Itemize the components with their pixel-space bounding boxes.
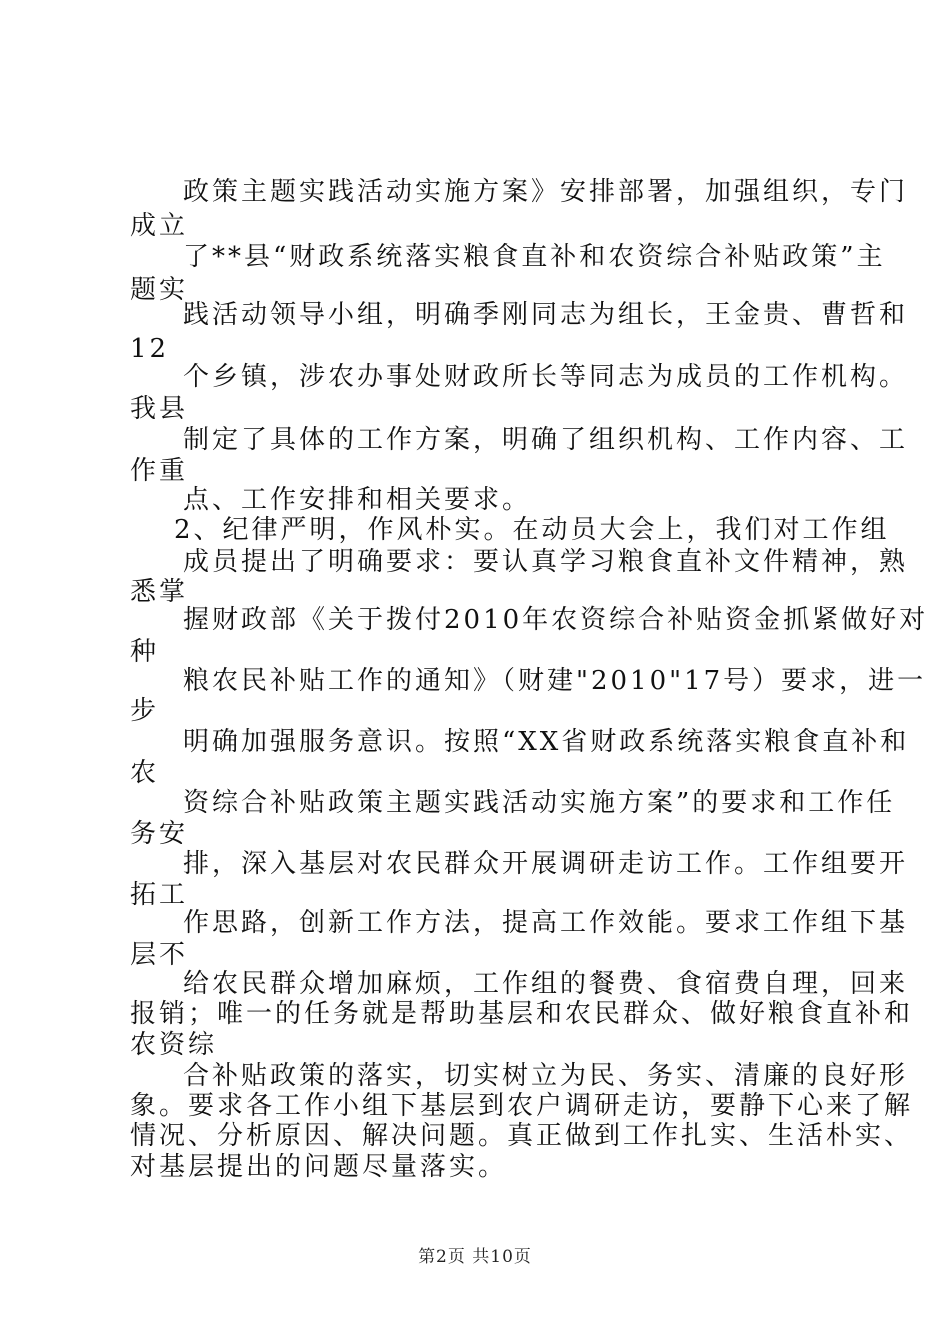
text-line: 种 — [130, 637, 160, 667]
text-line: 情况、分析原因、解决问题。真正做到工作扎实、生活朴实、 — [130, 1121, 914, 1151]
text-line: 合补贴政策的落实，切实树立为民、务实、清廉的良好形 — [183, 1061, 909, 1091]
text-line: 务安 — [130, 819, 189, 849]
text-line: 了**县“财政系统落实粮食直补和农资综合补贴政策”主 — [183, 242, 886, 272]
text-line: 明确加强服务意识。按照“XX省财政系统落实粮食直补和 — [183, 727, 910, 757]
text-line: 拓工 — [130, 880, 189, 910]
text-line: 题实 — [130, 275, 189, 305]
text-line: 象。要求各工作小组下基层到农户调研走访，要静下心来了解 — [130, 1091, 914, 1121]
text-line: 政策主题实践活动实施方案》安排部署，加强组织，专门 — [183, 177, 909, 207]
text-line: 资综合补贴政策主题实践活动实施方案”的要求和工作任 — [183, 788, 896, 818]
text-line: 排，深入基层对农民群众开展调研走访工作。工作组要开 — [183, 849, 909, 879]
text-line: 农资综 — [130, 1030, 218, 1060]
text-line: 2、纪律严明，作风朴实。在动员大会上，我们对工作组 — [174, 515, 890, 545]
text-line: 践活动领导小组，明确季刚同志为组长，王金贵、曹哲和 — [183, 300, 909, 330]
text-line: 步 — [130, 696, 160, 726]
text-line: 点、工作安排和相关要求。 — [183, 485, 532, 515]
text-line: 握财政部《关于拨付2010年农资综合补贴资金抓紧做好对 — [183, 605, 929, 635]
text-line: 层不 — [130, 940, 189, 970]
text-line: 农 — [130, 758, 160, 788]
text-line: 12 — [130, 334, 170, 364]
text-line: 个乡镇，涉农办事处财政所长等同志为成员的工作机构。 — [183, 362, 909, 392]
text-line: 悉掌 — [130, 577, 189, 607]
text-line: 成立 — [130, 211, 189, 241]
text-line: 作思路，创新工作方法，提高工作效能。要求工作组下基 — [183, 908, 909, 938]
text-line: 我县 — [130, 394, 189, 424]
page-number-footer: 第2页 共10页 — [418, 1247, 532, 1267]
text-line: 对基层提出的问题尽量落实。 — [130, 1152, 508, 1182]
text-line: 报销；唯一的任务就是帮助基层和农民群众、做好粮食直补和 — [130, 999, 914, 1029]
text-line: 给农民群众增加麻烦，工作组的餐费、食宿费自理，回来 — [183, 969, 909, 999]
text-line: 作重 — [130, 456, 189, 486]
text-line: 粮农民补贴工作的通知》（财建"2010"17号）要求，进一 — [183, 666, 927, 696]
text-line: 制定了具体的工作方案，明确了组织机构、工作内容、工 — [183, 425, 909, 455]
text-line: 成员提出了明确要求：要认真学习粮食直补文件精神，熟 — [183, 547, 909, 577]
